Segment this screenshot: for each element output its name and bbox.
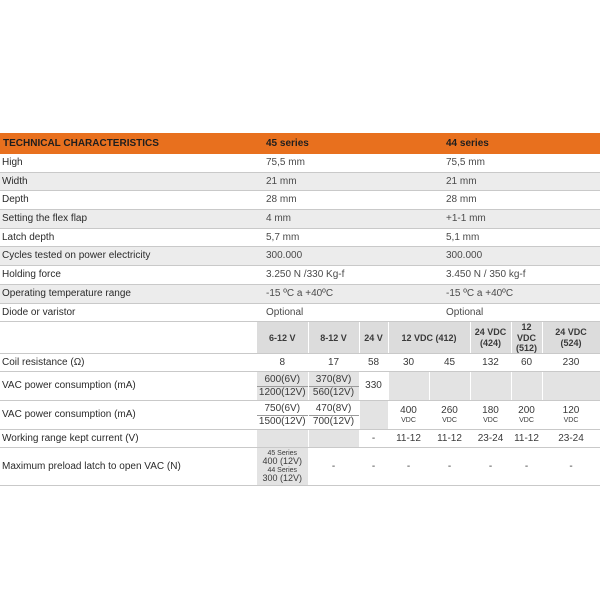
spec-value-45: 300.000	[266, 250, 303, 262]
cell: 260 VDC	[429, 401, 470, 430]
spec-row-cycles	[0, 247, 600, 266]
header-6-12v: 6-12 V	[257, 322, 308, 354]
spec-row-latch-depth	[0, 229, 600, 248]
cell: -	[542, 448, 600, 486]
row-label: VAC power consumption (mA)	[0, 372, 257, 401]
header-45-series: 45 series	[266, 138, 309, 149]
spec-label: Operating temperature range	[2, 287, 131, 299]
spec-row-flex-flap	[0, 210, 600, 229]
spec-label: Cycles tested on power electricity	[2, 250, 151, 262]
electrical-table	[0, 322, 600, 486]
header-8-12v: 8-12 V	[308, 322, 359, 354]
header-bar	[0, 133, 600, 154]
spec-label: Diode or varistor	[2, 306, 76, 318]
cell: -	[359, 430, 388, 448]
spec-value-44: 21 mm	[446, 175, 477, 187]
working-range-row	[0, 430, 600, 448]
spec-value-44: 3.450 N / 350 kg-f	[446, 269, 526, 281]
row-label: Working range kept current (V)	[0, 430, 257, 448]
spec-label: Setting the flex flap	[2, 213, 88, 225]
spec-sheet	[0, 133, 600, 486]
header-12vdc-512: 12 VDC (512)	[511, 322, 542, 354]
spec-value-45: Optional	[266, 306, 304, 318]
spec-value-45: 21 mm	[266, 175, 297, 187]
spec-label: Latch depth	[2, 231, 55, 243]
cell: -	[470, 448, 511, 486]
cell: -	[429, 448, 470, 486]
spec-label: High	[2, 157, 23, 168]
cell: 45 Series 400 (12V) 44 Series 300 (12V)	[257, 448, 308, 486]
spec-row-temperature	[0, 285, 600, 304]
header-24vdc-424: 24 VDC (424)	[470, 322, 511, 354]
preload-row	[0, 448, 600, 486]
cell: -	[511, 448, 542, 486]
cell: -	[308, 448, 359, 486]
cell: 30	[388, 354, 429, 372]
spec-value-44: 28 mm	[446, 194, 477, 206]
cell: 600(6V) 1200(12V)	[257, 372, 308, 401]
cell: 230	[542, 354, 600, 372]
cell: 60	[511, 354, 542, 372]
spec-value-45: 4 mm	[266, 213, 291, 225]
cell: 120 VDC	[542, 401, 600, 430]
cell: 11-12	[429, 430, 470, 448]
cell: 750(6V) 1500(12V)	[257, 401, 308, 430]
row-label: VAC power consumption (mA)	[0, 401, 257, 430]
cell: 11-12	[511, 430, 542, 448]
spec-row-holding-force	[0, 266, 600, 285]
cell: -	[388, 448, 429, 486]
cell: 370(8V) 560(12V)	[308, 372, 359, 401]
spec-value-44: -15 ºC a +40ºC	[446, 287, 514, 299]
cell: -	[359, 448, 388, 486]
spec-value-44: +1-1 mm	[446, 213, 486, 225]
spec-row-width	[0, 173, 600, 192]
cell: 11-12	[388, 430, 429, 448]
spec-value-45: 3.250 N /330 Kg-f	[266, 269, 345, 281]
cell: 330	[359, 372, 388, 401]
vac-consumption-row-2	[0, 401, 600, 430]
spec-label: Holding force	[2, 269, 61, 281]
spec-value-45: 5,7 mm	[266, 231, 300, 243]
coil-resistance-row	[0, 354, 600, 372]
cell: 180 VDC	[470, 401, 511, 430]
spec-value-44: 5,1 mm	[446, 231, 480, 243]
spec-row-high	[0, 154, 600, 173]
spec-value-45: 28 mm	[266, 194, 297, 206]
row-label: Coil resistance (Ω)	[0, 354, 257, 372]
cell: 132	[470, 354, 511, 372]
spec-row-diode	[0, 304, 600, 323]
spec-label: Width	[2, 175, 28, 187]
voltage-header-row	[0, 322, 600, 354]
header-24vdc-524: 24 VDC (524)	[542, 322, 600, 354]
cell: 470(8V) 700(12V)	[308, 401, 359, 430]
spec-value-44: 300.000	[446, 250, 483, 262]
spec-value-44: 75,5 mm	[446, 157, 485, 168]
header-12vdc-412: 12 VDC (412)	[388, 322, 470, 354]
header-24v: 24 V	[359, 322, 388, 354]
cell: 17	[308, 354, 359, 372]
header-44-series: 44 series	[446, 138, 489, 149]
cell: 23-24	[470, 430, 511, 448]
cell: 58	[359, 354, 388, 372]
spec-value-44: Optional	[446, 306, 484, 318]
spec-label: Depth	[2, 194, 29, 206]
cell: 23-24	[542, 430, 600, 448]
spec-value-45: -15 ºC a +40ºC	[266, 287, 334, 299]
row-label: Maximum preload latch to open VAC (N)	[0, 448, 257, 486]
cell: 8	[257, 354, 308, 372]
spec-row-depth	[0, 191, 600, 210]
vac-consumption-row-1	[0, 372, 600, 401]
spec-value-45: 75,5 mm	[266, 157, 305, 168]
cell: 400 VDC	[388, 401, 429, 430]
cell: 45	[429, 354, 470, 372]
cell: 200 VDC	[511, 401, 542, 430]
header-title: TECHNICAL CHARACTERISTICS	[3, 138, 159, 149]
